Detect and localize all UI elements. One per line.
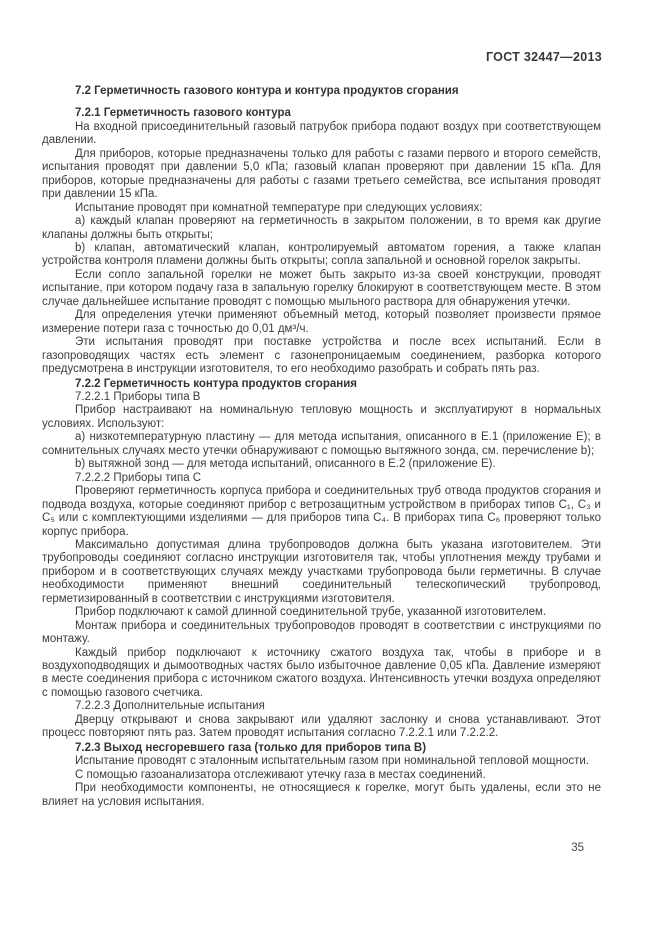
section-heading-7-2-1: 7.2.1 Герметичность газового контура (75, 107, 291, 120)
paragraph: Дверцу открывают и снова закрывают или удаляют заслонку и снова устанавливают. Этот процесс повторяют пять раз. Затем проводят испытания согласно 7.2.2.1 или 7.2.2.2. (42, 713, 601, 740)
list-item-a: а) каждый клапан проверяют на герметичность в закрытом положении, в то время как другие клапаны должны быть открыты; (42, 215, 601, 241)
paragraph: Прибор подключают к самой длинной соединительной трубе, указанной изготовителем. (75, 606, 547, 619)
section-heading-7-2-3: 7.2.3 Выход несгоревшего газа (только для приборов типа B) (75, 741, 427, 754)
section-heading-7-2-2: 7.2.2 Герметичность контура продуктов сгорания (75, 377, 357, 390)
paragraph: С помощью газоанализатора отслеживают утечку газа в местах соединений. (75, 768, 486, 781)
page-number: 35 (571, 842, 584, 854)
paragraph: Эти испытания проводят при поставке устройства и после всех испытаний. Если в газопроводящих частях есть элемент с газонепроницаемым соединением, разборка которого предусмотрена в инструкции изготовителя, то его необходимо разобрать и собрать пять раз. (42, 336, 601, 376)
list-item-a: a) низкотемпературную пластину — для метода испытания, описанного в Е.1 (приложение Е); в сомнительных случаях место утечки обнаруживают с помощью вытяжного зонда, см. перечисление b); (42, 431, 601, 457)
paragraph: Если сопло запальной горелки не может быть закрыто из-за своей конструкции, проводят испытание, при котором подачу газа в запальную горелку блокируют в соответствующем месте. В этом случае дальнейшее испытание проводят с помощью мыльного раствора для обнаружения утечки. (42, 268, 601, 308)
paragraph: Для приборов, которые предназначены только для работы с газами первого и второго семейств, испытания проводят при давлении 5,0 кПа; газовый клапан проверяют при давлении 15 кПа. Для приборов, которые предназначены для работы с газами третьего семейства, все испытания проводят при давлении 15 кПа. (42, 147, 601, 201)
paragraph: Каждый прибор подключают к источнику сжатого воздуха так, чтобы в приборе и в воздухоподводящих и дымоотводных частях было избыточное давление 0,05 кПа. Давление измеряют в месте соединения прибора с источником сжатого воздуха. Интенсивность утечки воздуха определяют с помощью газового счетчика. (42, 646, 601, 699)
paragraph: Максимально допустимая длина трубопроводов должна быть указана изготовителем. Эти трубопроводы соединяют согласно инструкции изготовителя так, чтобы уплотнения между трубами и прибором и в соответствующих случаях между участками трубопровода были герметичны. В случае необходимости применяют внешний соединительный телескопический трубопровод, герметизированный в соответствии с инструкциями изготовителя. (42, 538, 601, 605)
paragraph: Испытание проводят при комнатной температуре при следующих условиях: (75, 201, 483, 214)
paragraph: Проверяют герметичность корпуса прибора и соединительных труб отвода продуктов сгорания и подвода воздуха, которые соединяют прибор с ветрозащитным устройством в приборах типов C₁, C₃ и C₅ или с комплектующими изделиями — для приборов типа C₄. В приборах типа C₆ проверяют только корпус прибора. (42, 485, 601, 538)
subsection-heading-7-2-2-1: 7.2.2.1 Приборы типа B (75, 390, 201, 403)
paragraph: Прибор настраивают на номинальную тепловую мощность и эксплуатируют в нормальных условиях. Используют: (42, 404, 601, 430)
list-item-b: b) вытяжной зонд — для метода испытаний, описанного в Е.2 (приложение Е). (75, 458, 496, 471)
paragraph: Монтаж прибора и соединительных трубопроводов проводят в соответствии с инструкциями по монтажу. (42, 619, 601, 646)
paragraph: Испытание проводят с эталонным испытательным газом при номинальной тепловой мощности. (75, 755, 589, 768)
paragraph: На входной присоединительный газовый патрубок прибора подают воздух при соответствующем давлении. (42, 120, 601, 147)
list-item-b: b) клапан, автоматический клапан, контролируемый автоматом горения, а также клапан устройства контроля пламени должны быть открыты; сопла запальной и основной горелок закрыты. (42, 241, 601, 268)
standard-designation-header: ГОСТ 32447—2013 (485, 50, 602, 64)
section-heading-7-2: 7.2 Герметичность газового контура и контура продуктов сгорания (75, 85, 459, 97)
subsection-heading-7-2-2-2: 7.2.2.2 Приборы типа C (75, 471, 202, 484)
document-body (42, 85, 601, 809)
paragraph: Для определения утечки применяют объемный метод, который позволяет произвести прямое измерение потери газа с точностью до 0,01 дм³/ч. (42, 309, 601, 335)
subsection-heading-7-2-2-3: 7.2.2.3 Дополнительные испытания (75, 700, 265, 713)
paragraph: При необходимости компоненты, не относящиеся к горелке, могут быть удалены, если это не влияет на условия испытания. (42, 782, 601, 808)
